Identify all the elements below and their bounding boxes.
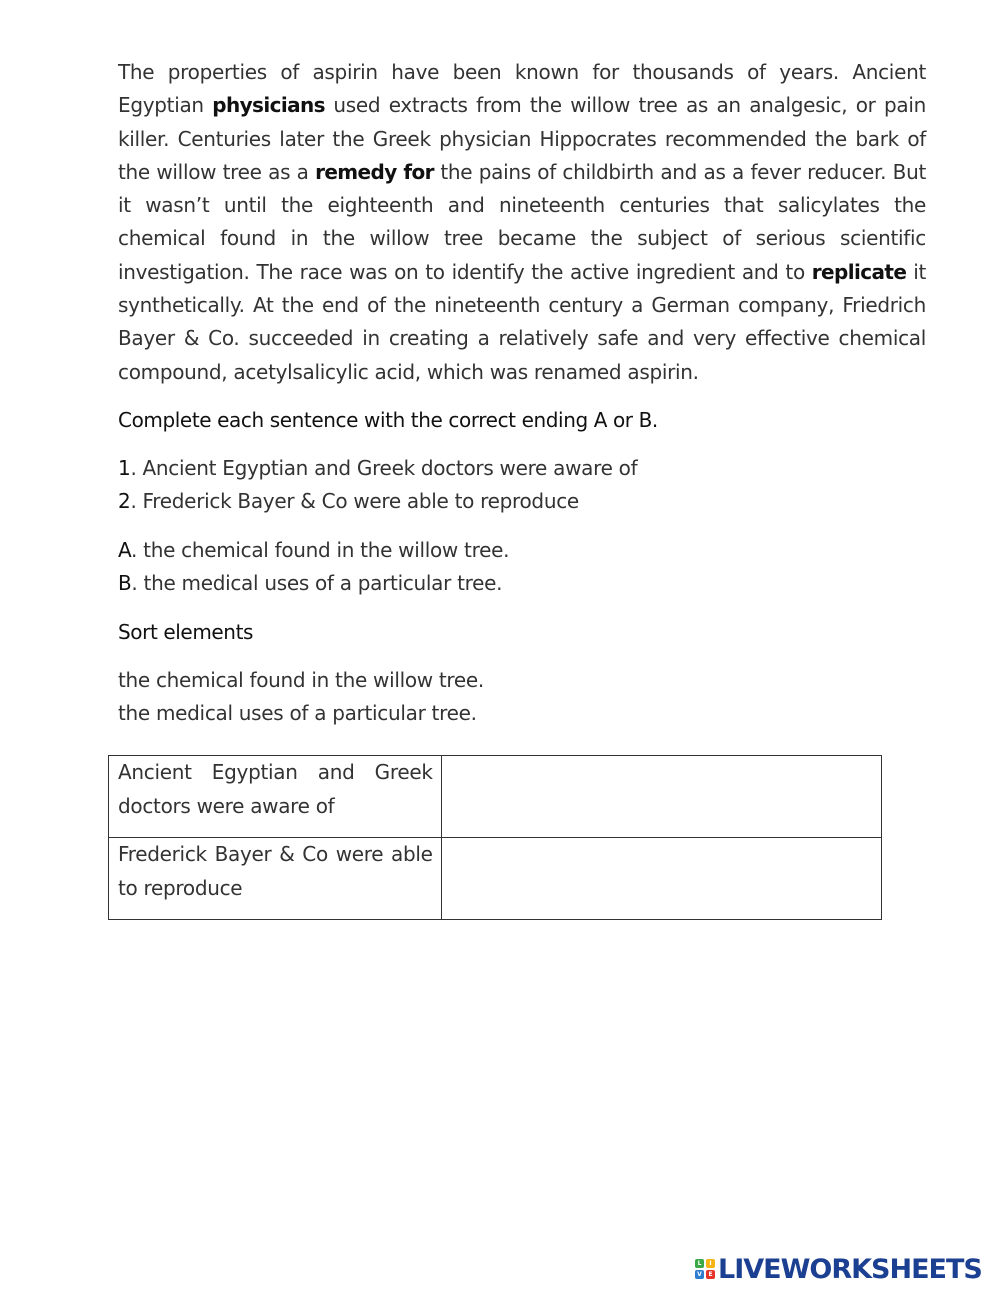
sentence-item-2 [118,485,926,519]
drop-target-cell[interactable] [441,756,881,838]
liveworksheets-logo-icon [694,1258,716,1280]
logo-tile: I [706,1259,715,1268]
table-row [109,838,882,920]
instruction-heading: Complete each sentence with the correct ending A or B. [118,407,658,432]
ending-item-b [118,567,926,601]
passage-bold-replicate: replicate [811,259,907,284]
sort-heading: Sort elements [118,619,254,644]
reading-passage [118,56,926,389]
sentence-number: 1 [118,455,131,480]
table-prompt-cell: Frederick Bayer & Co were able to reproduce [109,838,442,920]
passage-segment-3: the pains of childbirth and as a fever reducer. But it wasn’t until the eighteenth and nineteenth centuries that salicylates the chemical found in the willow tree became the subject of serious scientific investigation. The race was on to identify the active ingredient and to [118,159,926,284]
logo-tile: L [695,1259,704,1268]
sentence-list [118,452,926,519]
liveworksheets-logo [694,1255,982,1283]
logo-tile: E [706,1270,715,1279]
drop-target-cell[interactable] [441,838,881,920]
sentence-number: 2 [118,489,131,514]
sentence-text: . Frederick Bayer & Co were able to reproduce [130,489,579,514]
passage-segment-1: The properties of aspirin have been known for thousands of years. Ancient Egyptian [118,60,926,118]
passage-segment-4: it synthetically. At the end of the nineteenth century a German company, Friedrich Bayer & Co. succeeded in creating a relatively safe and very effective chemical compound, acetylsalicylic acid, which was renamed aspirin. [118,259,926,384]
worksheet-page [118,56,926,731]
passage-bold-remedy-for: remedy for [315,159,434,184]
ending-text: . the medical uses of a particular tree. [131,571,503,596]
ending-letter: A [118,537,132,562]
sort-items-list [118,664,926,731]
draggable-sort-item[interactable]: the chemical found in the willow tree. [118,667,484,692]
ending-list [118,534,926,601]
ending-letter: B [118,571,132,596]
passage-bold-physicians: physicians [212,93,325,118]
table-row [109,756,882,838]
sentence-item-1 [118,452,926,486]
draggable-sort-item[interactable]: the medical uses of a particular tree. [118,701,477,726]
sentence-text: . Ancient Egyptian and Greek doctors were aware of [130,455,638,480]
ending-item-a [118,534,926,568]
ending-text: . the chemical found in the willow tree. [131,537,510,562]
logo-text: LIVEWORKSHEETS [718,1253,982,1285]
table-prompt-cell: Ancient Egyptian and Greek doctors were aware of [109,756,442,838]
logo-tile: V [695,1270,704,1279]
passage-segment-2: used extracts from the willow tree as an analgesic, or pain killer. Centuries later the Greek physician Hippocrates recommended the bark of the willow tree as a [118,93,926,184]
sort-table [108,755,882,920]
